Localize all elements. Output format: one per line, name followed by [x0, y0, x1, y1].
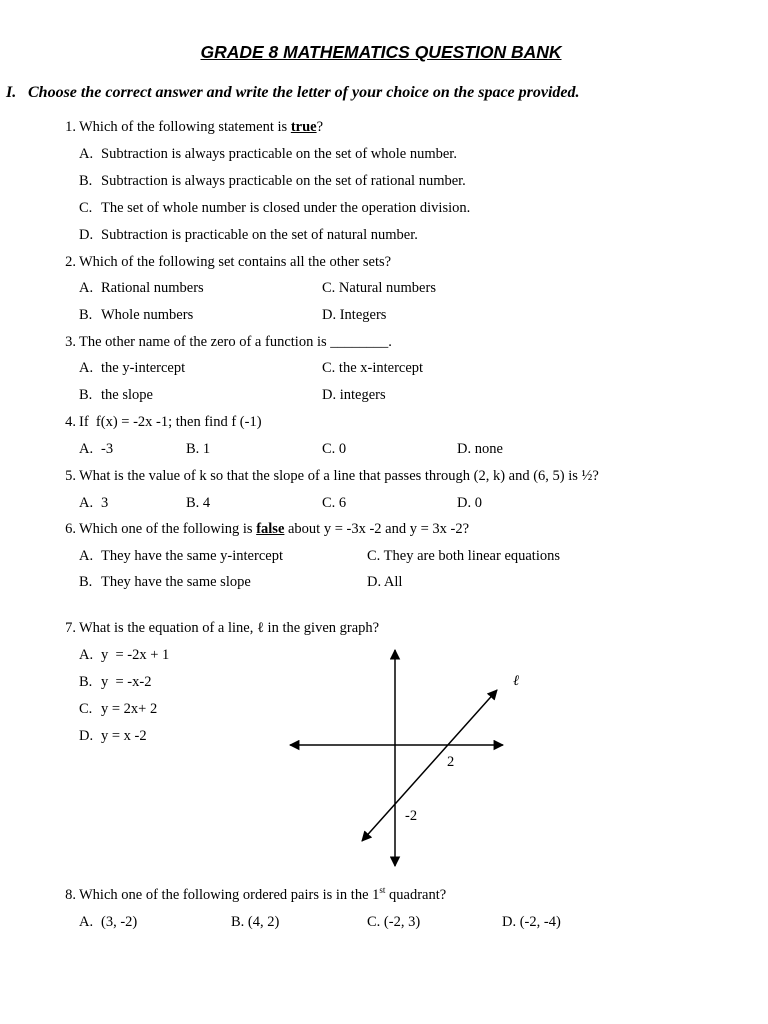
line-l [362, 690, 497, 841]
option-2d: D. Integers [322, 307, 387, 323]
question-text-end: about y = -3x -2 and y = 3x -2? [288, 521, 470, 537]
option-letter: A. [79, 360, 94, 376]
option-text: y = -x-2 [101, 674, 152, 690]
option-text: -3 [101, 441, 114, 457]
question-text: Which of the following statement is [79, 119, 288, 135]
question-text: The other name of the zero of a function is ________. [79, 334, 392, 350]
option-6d: D. All [367, 574, 403, 590]
option-6c: C. They are both linear equations [367, 548, 561, 564]
option-letter: A. [79, 495, 94, 511]
line-label: ℓ [513, 673, 520, 689]
option-2c: C. Natural numbers [322, 280, 436, 296]
x-intercept-label: 2 [447, 754, 455, 770]
question-8 [56, 885, 447, 903]
question-number: 6. [65, 521, 76, 537]
question-text: What is the equation of a line, ℓ in the given graph? [79, 620, 380, 636]
question-number: 4. [65, 414, 76, 430]
option-letter: A. [79, 441, 94, 457]
option-8a [79, 915, 137, 930]
option-letter: A. [79, 548, 94, 564]
section-number: I. [6, 84, 17, 101]
question-text-end: ? [316, 119, 324, 135]
superscript: st [379, 885, 386, 896]
option-letter: D. [79, 227, 94, 243]
y-intercept-label: -2 [405, 808, 418, 824]
question-text: Which one of the following ordered pairs is in the 1 [79, 887, 380, 903]
option-3d: D. integers [322, 387, 386, 403]
option-letter: A. [79, 280, 94, 296]
option-5d: D. 0 [457, 495, 482, 511]
option-8c: C. (-2, 3) [367, 914, 421, 930]
option-letter: D. [79, 728, 94, 744]
option-text: y = -2x + 1 [101, 647, 170, 663]
option-letter: A. [79, 914, 94, 930]
option-letter: B. [79, 307, 93, 323]
option-text: The set of whole number is closed under the operation division. [101, 200, 471, 216]
option-letter: B. [79, 574, 93, 590]
option-4c: C. 0 [322, 441, 347, 457]
question-text: Which of the following set contains all the other sets? [79, 254, 392, 270]
option-letter: B. [79, 387, 93, 403]
option-text: Rational numbers [101, 280, 204, 296]
question-emphasis: false [256, 521, 285, 537]
option-text: the y-intercept [101, 360, 186, 376]
question-number: 2. [65, 254, 76, 270]
option-text: y = 2x+ 2 [101, 701, 158, 717]
option-text: Whole numbers [101, 307, 194, 323]
option-letter: B. [79, 173, 93, 189]
option-8b: B. (4, 2) [231, 914, 280, 930]
option-4b: B. 1 [186, 441, 211, 457]
question-text: Which one of the following is [79, 521, 253, 537]
question-number: 5. [65, 468, 76, 484]
option-5b: B. 4 [186, 495, 211, 511]
option-text: Subtraction is practicable on the set of natural number. [101, 227, 418, 243]
question-text: If f(x) = -2x -1; then find f (-1) [79, 414, 262, 430]
section-instruction-text: Choose the correct answer and write the letter of your choice on the space provided. [28, 84, 580, 101]
option-text: (3, -2) [101, 914, 138, 930]
option-text: They have the same slope [101, 574, 251, 590]
option-letter: C. [79, 701, 93, 717]
option-text: They have the same y-intercept [101, 548, 283, 564]
question-number: 1. [65, 119, 76, 135]
option-3c: C. the x-intercept [322, 360, 424, 376]
question-number: 8. [65, 887, 76, 903]
question-number: 3. [65, 334, 76, 350]
page-title: GRADE 8 MATHEMATICS QUESTION BANK [200, 42, 562, 62]
question-text: What is the value of k so that the slope of a line that passes through (2, k) and (6, 5) is ½? [79, 468, 599, 484]
question-emphasis: true [290, 119, 317, 135]
option-letter: A. [79, 647, 94, 663]
option-4d: D. none [457, 441, 503, 457]
option-letter: B. [79, 674, 93, 690]
option-text: Subtraction is always practicable on the set of rational number. [101, 173, 466, 189]
option-5c: C. 6 [322, 495, 347, 511]
option-text: y = x -2 [101, 728, 147, 744]
option-letter: A. [79, 146, 94, 162]
option-8d: D. (-2, -4) [502, 914, 561, 930]
option-text: Subtraction is always practicable on the set of whole number. [101, 146, 457, 162]
question-number: 7. [65, 620, 76, 636]
question-text-end: quadrant? [385, 887, 447, 903]
option-letter: C. [79, 200, 93, 216]
option-text: 3 [101, 495, 109, 511]
option-text: the slope [101, 387, 153, 403]
